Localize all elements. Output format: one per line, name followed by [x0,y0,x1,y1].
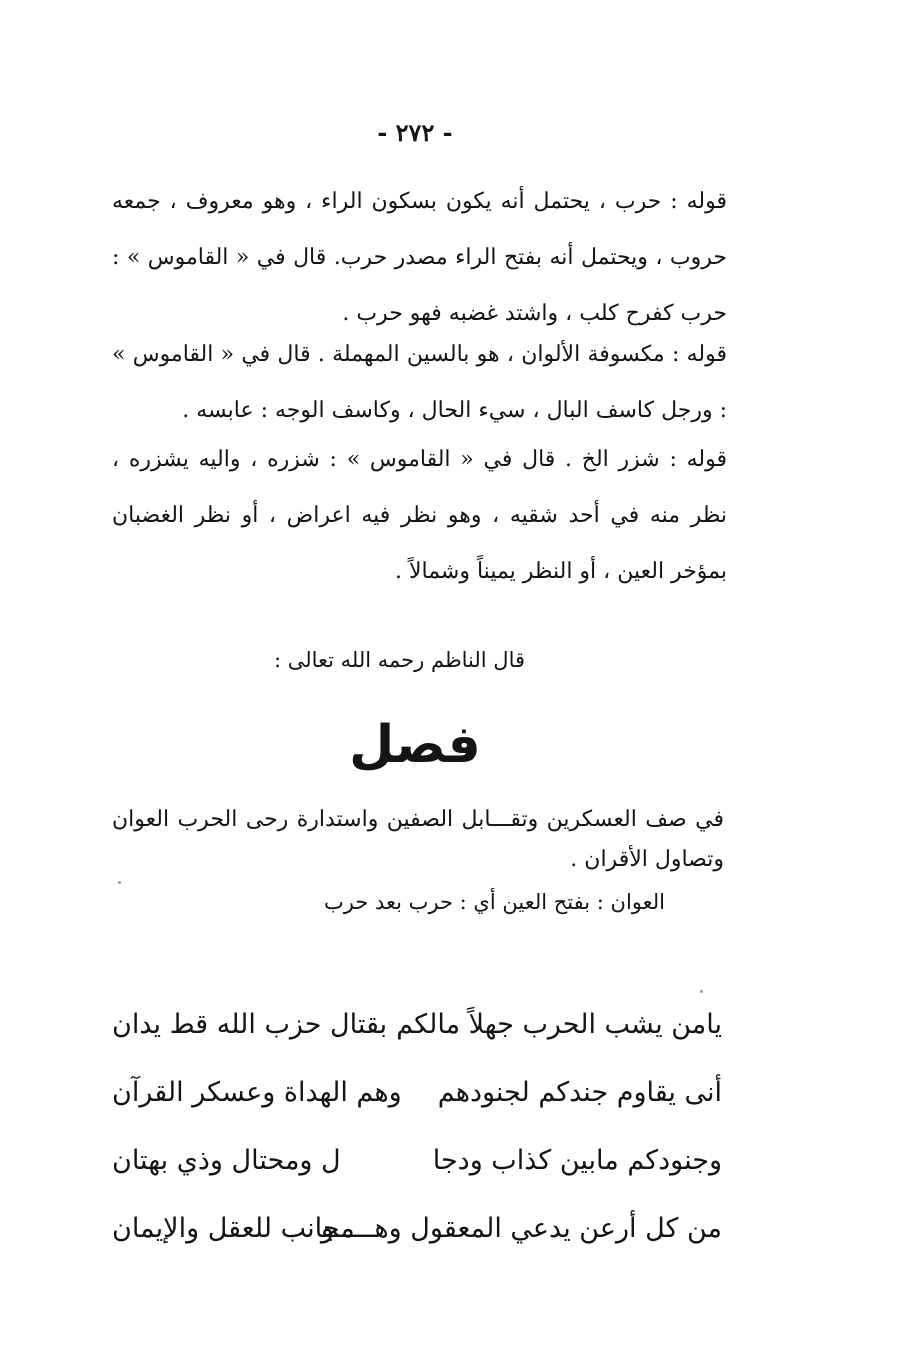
verse-second-hemistich: مجانب للعقل والإيمان [112,1212,355,1244]
commentary-paragraph-3: قوله : شزر الخ . قال في « القاموس » : شزره ، واليه يشزره ، نظر منه في أحد شقيه ، وهو نظر فيه اعراض ، أو نظر الغضبان بمؤخر العين ، أو النظر يميناً وشمالاً . [112,447,727,584]
verse-first-hemistich: من كل أرعن يدعي المعقول وهـــــو [320,1212,722,1244]
page-number: - ٢٧٢ - [377,118,453,147]
poem-verse [112,1126,722,1194]
section-heading: فصل [349,715,481,775]
verse-first-hemistich: وجنودكم مابين كذاب ودجا [432,1144,722,1176]
verse-second-hemistich: بقتال حزب الله قط يدان [112,1008,388,1040]
poem-verse [112,1058,722,1126]
scan-speck [700,990,703,993]
commentary-paragraph-1: قوله : حرب ، يحتمل أنه يكون بسكون الراء ، وهو معروف ، جمعه حروب ، ويحتمل أنه بفتح الراء مصدر حرب. قال في « القاموس » : حرب كفرح كلب ، واشتد غضبه فهو حرب . [112,189,727,326]
verse-first-hemistich: يامن يشب الحرب جهلاً مالكم [396,1008,722,1040]
commentary-paragraph-2: قوله : مكسوفة الألوان ، هو بالسين المهملة . قال في « القاموس » : ورجل كاسف البال ، سيء الحال ، وكاسف الوجه : عابسه . [112,342,727,423]
gloss-note: العوان : بفتح العين أي : حرب بعد حرب [323,890,665,914]
scan-speck [118,881,121,884]
section-description: في صف العسكرين وتقـــابل الصفين واستدارة رحى الحرب العوان وتصاول الأقران . [112,807,724,872]
poet-intro-line: قال الناظم رحمه الله تعالى : [273,648,525,672]
verse-second-hemistich: وهم الهداة وعسكر القرآن [112,1076,402,1108]
verse-second-hemistich: ل ومحتال وذي بهتان [112,1144,341,1176]
poem [112,990,722,1262]
poem-verse [112,1194,722,1262]
poem-verse [112,990,722,1058]
verse-first-hemistich: أنى يقاوم جندكم لجنودهم [437,1076,722,1108]
